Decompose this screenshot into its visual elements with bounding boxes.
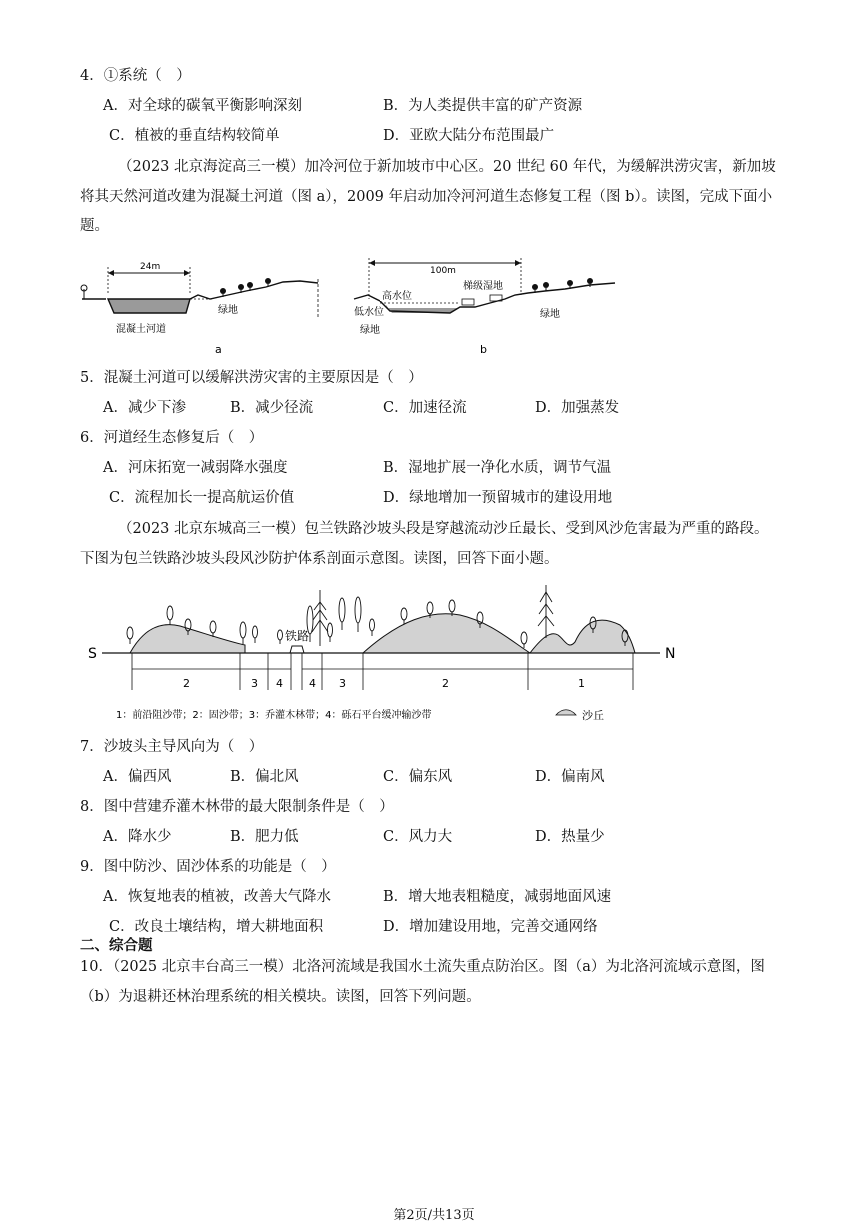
- q4-option-b: B．为人类提供丰富的矿产资源: [383, 98, 583, 114]
- q7-option-c: C．偏东风: [383, 769, 453, 785]
- figure-b-high-water: 高水位: [382, 291, 412, 302]
- figure-a-concrete-channel: [78, 255, 338, 360]
- q7-option-a: A．偏西风: [103, 769, 172, 785]
- figure-railway-label: 铁路: [285, 629, 310, 643]
- q8-option-c: C．风力大: [383, 829, 453, 845]
- q6-option-a: A．河床拓宽一减弱降水强度: [103, 460, 288, 476]
- figure-b-green-right: 绿地: [540, 309, 560, 320]
- q9-option-c: C．改良土壤结构，增大耕地面积: [109, 919, 324, 935]
- figure-a-width-label: 24m: [140, 262, 161, 272]
- q4-stem: 4．①系统（ ）: [80, 68, 191, 84]
- q6-option-b: B．湿地扩展一净化水质，调节气温: [383, 460, 612, 476]
- figure-a-caption: a: [215, 343, 222, 356]
- q9-stem: 9．图中防沙、固沙体系的功能是（ ）: [80, 859, 336, 875]
- figure-b-caption: b: [480, 343, 487, 356]
- q10-line2: （b）为退耕还林治理系统的相关模块。读图，回答下列问题。: [80, 989, 481, 1005]
- zone-label-1: 2: [183, 677, 190, 690]
- q8-option-d: D．热量少: [535, 829, 605, 845]
- q8-option-a: A．降水少: [103, 829, 172, 845]
- zone-label-7: 1: [578, 677, 585, 690]
- intro1-line3: 题。: [80, 218, 109, 234]
- q9-option-d: D．增加建设用地，完善交通网络: [383, 919, 598, 935]
- figure-a-river-label: 混凝土河道: [116, 324, 166, 335]
- zone-label-3: 4: [276, 677, 283, 690]
- q5-option-c: C．加速径流: [383, 400, 467, 416]
- q7-stem: 7．沙坡头主导风向为（ ）: [80, 739, 264, 755]
- intro1-line2: 将其天然河道改建为混凝土河道（图 a），2009 年启动加冷河河道生态修复工程（图 b）。读图，完成下面小: [80, 189, 773, 205]
- q8-option-b: B．肥力低: [230, 829, 299, 845]
- q7-option-b: B．偏北风: [230, 769, 299, 785]
- q7-option-d: D．偏南风: [535, 769, 605, 785]
- intro1-line1: （2023 北京海淀高三一模）加冷河位于新加坡市中心区。20 世纪 60 年代，为缓解洪涝灾害，新加坡: [118, 159, 776, 175]
- q5-stem: 5．混凝土河道可以缓解洪涝灾害的主要原因是（ ）: [80, 370, 423, 386]
- page-number: 第2页/共13页: [393, 1208, 475, 1223]
- figure-legend: 1：前沿阻沙带；2：固沙带；3：乔灌木林带；4：砾石平台缓冲输沙带: [116, 710, 432, 721]
- figure-dune-legend: 沙丘: [582, 709, 604, 722]
- q8-stem: 8．图中营建乔灌木林带的最大限制条件是（ ）: [80, 799, 394, 815]
- q4-option-c: C．植被的垂直结构较简单: [109, 128, 280, 144]
- q6-option-c: C．流程加长一提高航运价值: [109, 490, 295, 506]
- figure-b-width-label: 100m: [430, 266, 456, 276]
- q4-option-a: A．对全球的碳氧平衡影响深刻: [103, 98, 302, 114]
- q5-option-d: D．加强蒸发: [535, 400, 620, 416]
- q6-stem: 6．河道经生态修复后（ ）: [80, 430, 264, 446]
- q10-line1: 10．（2025 北京丰台高三一模）北洛河流域是我国水土流失重点防治区。图（a）为北洛河流域示意图，图: [80, 959, 765, 975]
- zone-label-6: 2: [442, 677, 449, 690]
- q5-option-a: A．减少下渗: [103, 400, 186, 416]
- figure-north-label: N: [665, 646, 676, 662]
- figure-b-green-left: 绿地: [360, 325, 380, 336]
- figure-a-green-label: 绿地: [218, 305, 238, 316]
- intro2-line1: （2023 北京东城高三一模）包兰铁路沙坡头段是穿越流动沙丘最长、受到风沙危害最为严重的路段。: [118, 521, 769, 537]
- q4-option-d: D．亚欧大陆分布范围最广: [383, 128, 555, 144]
- q5-option-b: B．减少径流: [230, 400, 314, 416]
- q9-option-a: A．恢复地表的植被，改善大气降水: [103, 889, 331, 905]
- figure-b-restored-river: [350, 255, 620, 360]
- figure-south-label: S: [88, 646, 97, 662]
- q6-option-d: D．绿地增加一预留城市的建设用地: [383, 490, 613, 506]
- figure-b-low-water: 低水位: [354, 307, 384, 318]
- intro2-line2: 下图为包兰铁路沙坡头段风沙防护体系剖面示意图。读图，回答下面小题。: [80, 551, 559, 567]
- zone-label-2: 3: [251, 677, 258, 690]
- figure-b-terrace-wetland: 梯级湿地: [463, 281, 503, 292]
- q9-option-b: B．增大地表粗糙度，减弱地面风速: [383, 889, 612, 905]
- zone-label-4: 4: [309, 677, 316, 690]
- section-title: 二、综合题: [80, 937, 153, 954]
- zone-label-5: 3: [339, 677, 346, 690]
- figure-sand-protection-profile: [80, 580, 720, 730]
